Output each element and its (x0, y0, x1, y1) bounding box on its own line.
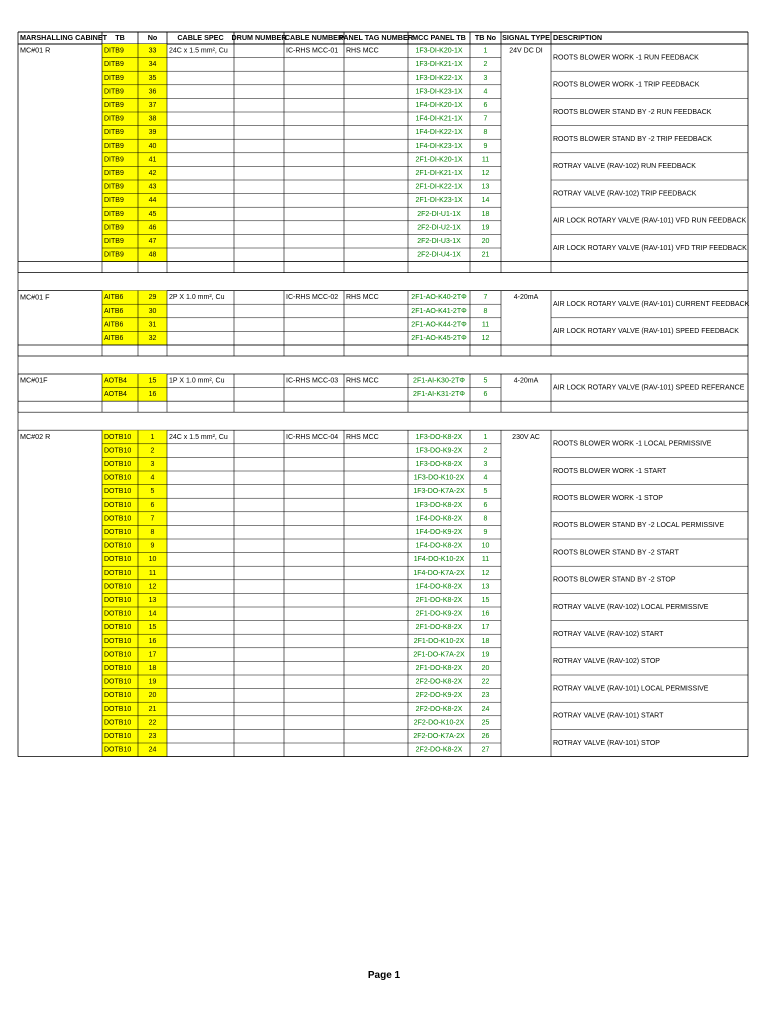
terminal-block: DOTB10 (104, 474, 132, 482)
signal-type: 4-20mA (513, 377, 539, 385)
mcc-panel-tb: 1F3-DI-K21-1X (415, 61, 463, 69)
signal-description: AIR LOCK ROTARY VALVE (RAV-101) CURRENT FEEDBACK (553, 301, 750, 309)
mcc-panel-tb: 1F4-DO-K8-2X (415, 515, 463, 523)
cable-spec: 24C x 1.5 mm², Cu (169, 433, 228, 441)
cable-spec: 1P X 1.0 mm², Cu (169, 377, 225, 385)
signal-description: ROOTS BLOWER WORK -1 RUN FEEDBACK (553, 54, 699, 62)
terminal-block: DITB9 (104, 210, 124, 218)
mcc-tb-number: 13 (481, 183, 490, 191)
mcc-tb-number: 21 (481, 251, 490, 259)
column-header: MCC PANEL TB (412, 32, 466, 42)
terminal-block: DOTB10 (104, 433, 132, 441)
mcc-tb-number: 4 (483, 88, 488, 96)
signal-description: ROOTS BLOWER STAND BY -2 TRIP FEEDBACK (553, 136, 712, 144)
signal-description: AIR LOCK ROTARY VALVE (RAV-101) SPEED REFERANCE (553, 384, 745, 392)
mcc-tb-number: 16 (481, 610, 490, 618)
column-header: DESCRIPTION (553, 32, 603, 42)
mcc-panel-tb: 2F2-DI-U2-1X (417, 224, 461, 232)
mcc-tb-number: 17 (481, 624, 490, 632)
terminal-number: 17 (148, 651, 157, 659)
terminal-block: DITB9 (104, 74, 124, 82)
terminal-number: 12 (148, 583, 157, 591)
mcc-tb-number: 25 (481, 719, 490, 727)
mcc-tb-number: 19 (481, 651, 490, 659)
mcc-panel-tb: 2F1-AI-K31-2TΦ (413, 391, 465, 399)
terminal-block: DOTB10 (104, 556, 132, 564)
column-header: MARSHALLING CABINET (20, 32, 108, 42)
mcc-tb-number: 12 (481, 335, 490, 343)
terminal-number: 16 (148, 391, 157, 399)
mcc-tb-number: 7 (483, 115, 488, 123)
signal-description: ROTRAY VALVE (RAV-101) STOP (553, 739, 660, 747)
terminal-block: DOTB10 (104, 705, 132, 713)
terminal-number: 5 (150, 488, 155, 496)
column-header: DRUM NUMBER (231, 32, 287, 42)
mcc-panel-tb: 2F1-DO-K8-2X (415, 597, 463, 605)
mcc-tb-number: 11 (481, 556, 490, 564)
mcc-panel-tb: 2F1-DI-K21-1X (415, 170, 463, 178)
terminal-block: DOTB10 (104, 719, 132, 727)
terminal-number: 39 (148, 129, 157, 137)
terminal-block: DOTB10 (104, 651, 132, 659)
terminal-block: DITB9 (104, 238, 124, 246)
mcc-tb-number: 5 (483, 488, 488, 496)
terminal-number: 48 (148, 251, 157, 259)
terminal-block: DOTB10 (104, 597, 132, 605)
mcc-tb-number: 12 (481, 569, 490, 577)
terminal-block: DITB9 (104, 251, 124, 259)
panel-tag-number: RHS MCC (346, 294, 379, 302)
mcc-panel-tb: 2F2-DO-K10-2X (413, 719, 465, 727)
cable-spec: 2P X 1.0 mm², Cu (169, 294, 225, 302)
terminal-number: 44 (148, 197, 157, 205)
signal-description: ROTRAY VALVE (RAV-102) TRIP FEEDBACK (553, 190, 697, 198)
signal-type: 24V DC DI (509, 47, 543, 55)
column-header: CABLE SPEC (177, 32, 224, 42)
mcc-tb-number: 8 (483, 307, 488, 315)
mcc-panel-tb: 2F1-DI-K20-1X (415, 156, 463, 164)
column-header: CABLE NUMBER (284, 32, 344, 42)
mcc-tb-number: 2 (483, 61, 488, 69)
signal-description: AIR LOCK ROTARY VALVE (RAV-101) VFD TRIP FEEDBACK (553, 244, 747, 252)
column-header: TB No (474, 32, 497, 42)
terminal-number: 9 (150, 542, 155, 550)
terminal-number: 18 (148, 665, 157, 673)
mcc-tb-number: 11 (481, 156, 490, 164)
terminal-number: 45 (148, 210, 157, 218)
terminal-number: 40 (148, 142, 157, 150)
mcc-panel-tb: 1F3-DO-K8-2X (415, 501, 463, 509)
terminal-number: 14 (148, 610, 157, 618)
mcc-tb-number: 26 (481, 733, 490, 741)
signal-type: 230V AC (512, 433, 540, 441)
mcc-panel-tb: 2F2-DO-K7A-2X (413, 733, 465, 741)
panel-tag-number: RHS MCC (346, 47, 379, 55)
mcc-tb-number: 3 (483, 461, 488, 469)
terminal-number: 11 (148, 569, 157, 577)
mcc-panel-tb: 1F4-DO-K8-2X (415, 542, 463, 550)
terminal-block: AOTB4 (104, 391, 127, 399)
terminal-number: 38 (148, 115, 157, 123)
mcc-tb-number: 13 (481, 583, 490, 591)
cable-number: IC-RHS MCC-02 (286, 294, 339, 302)
terminal-block: DOTB10 (104, 501, 132, 509)
terminal-block: DITB9 (104, 47, 124, 55)
mcc-panel-tb: 1F3-DO-K8-2X (415, 461, 463, 469)
terminal-number: 13 (148, 597, 157, 605)
marshalling-cabinet: MC#01 R (20, 45, 51, 55)
terminal-block: DOTB10 (104, 624, 132, 632)
terminal-number: 34 (148, 61, 157, 69)
mcc-tb-number: 27 (481, 746, 490, 754)
terminal-block: DITB9 (104, 197, 124, 205)
mcc-panel-tb: 2F1-DO-K7A-2X (413, 651, 465, 659)
terminal-block: DOTB10 (104, 583, 132, 591)
mcc-tb-number: 18 (481, 637, 490, 645)
mcc-tb-number: 15 (481, 597, 490, 605)
terminal-block: DOTB10 (104, 665, 132, 673)
mcc-panel-tb: 1F3-DO-K7A-2X (413, 488, 465, 496)
mcc-tb-number: 22 (481, 678, 490, 686)
mcc-tb-number: 5 (483, 377, 488, 385)
terminal-block: DITB9 (104, 224, 124, 232)
mcc-tb-number: 4 (483, 474, 488, 482)
signal-description: ROOTS BLOWER STAND BY -2 RUN FEEDBACK (553, 108, 712, 116)
mcc-panel-tb: 2F2-DO-K8-2X (415, 746, 463, 754)
signal-description: ROTRAY VALVE (RAV-102) RUN FEEDBACK (553, 163, 696, 171)
mcc-panel-tb: 1F3-DO-K8-2X (415, 433, 463, 441)
panel-tag-number: RHS MCC (346, 377, 379, 385)
terminal-number: 3 (150, 461, 155, 469)
terminal-number: 8 (150, 529, 155, 537)
signal-description: AIR LOCK ROTARY VALVE (RAV-101) VFD RUN FEEDBACK (553, 217, 747, 225)
mcc-panel-tb: 2F1-AO-K44-2TΦ (411, 321, 467, 329)
mcc-panel-tb: 1F4-DO-K9-2X (415, 529, 463, 537)
terminal-number: 36 (148, 88, 157, 96)
terminal-block: AITB6 (104, 335, 124, 343)
signal-description: AIR LOCK ROTARY VALVE (RAV-101) SPEED FEEDBACK (553, 328, 739, 336)
mcc-panel-tb: 2F2-DO-K8-2X (415, 678, 463, 686)
cable-number: IC-RHS MCC-03 (286, 377, 339, 385)
mcc-tb-number: 6 (483, 102, 488, 110)
mcc-tb-number: 20 (481, 238, 490, 246)
terminal-number: 42 (148, 170, 157, 178)
mcc-tb-number: 20 (481, 665, 490, 673)
terminal-block: AITB6 (104, 321, 124, 329)
mcc-panel-tb: 2F1-DO-K10-2X (413, 637, 465, 645)
terminal-block: DOTB10 (104, 678, 132, 686)
terminal-number: 29 (148, 294, 157, 302)
terminal-block: DOTB10 (104, 569, 132, 577)
terminal-block: DOTB10 (104, 447, 132, 455)
terminal-number: 7 (150, 515, 155, 523)
terminal-number: 41 (148, 156, 157, 164)
terminal-block: DITB9 (104, 102, 124, 110)
terminal-block: AITB6 (104, 294, 124, 302)
mcc-panel-tb: 2F1-AO-K41-2TΦ (411, 307, 467, 315)
mcc-tb-number: 12 (481, 170, 490, 178)
terminal-block: AITB6 (104, 307, 124, 315)
terminal-number: 35 (148, 74, 157, 82)
terminal-block: DITB9 (104, 156, 124, 164)
signal-description: ROOTS BLOWER STAND BY -2 STOP (553, 576, 676, 584)
terminal-number: 22 (148, 719, 157, 727)
terminal-number: 31 (148, 321, 157, 329)
mcc-panel-tb: 1F4-DO-K7A-2X (413, 569, 465, 577)
cable-number: IC-RHS MCC-04 (286, 433, 339, 441)
terminal-number: 30 (148, 307, 157, 315)
terminal-block: DOTB10 (104, 542, 132, 550)
cable-number: IC-RHS MCC-01 (286, 47, 339, 55)
mcc-tb-number: 23 (481, 692, 490, 700)
terminal-block: DOTB10 (104, 637, 132, 645)
terminal-number: 47 (148, 238, 157, 246)
mcc-panel-tb: 1F3-DO-K9-2X (415, 447, 463, 455)
signal-description: ROTRAY VALVE (RAV-102) STOP (553, 658, 660, 666)
mcc-panel-tb: 2F2-DI-U1-1X (417, 210, 461, 218)
mcc-panel-tb: 2F1-AO-K40-2TΦ (411, 294, 467, 302)
signal-type: 4-20mA (513, 294, 539, 302)
terminal-number: 15 (148, 624, 157, 632)
signal-description: ROTRAY VALVE (RAV-102) START (553, 631, 664, 639)
mcc-tb-number: 24 (481, 705, 490, 713)
mcc-tb-number: 1 (483, 47, 488, 55)
mcc-tb-number: 1 (483, 433, 488, 441)
signal-description: ROOTS BLOWER WORK -1 STOP (553, 495, 663, 503)
mcc-panel-tb: 2F1-AO-K45-2TΦ (411, 335, 467, 343)
signal-description: ROTRAY VALVE (RAV-101) START (553, 712, 664, 720)
mcc-panel-tb: 2F2-DO-K8-2X (415, 705, 463, 713)
mcc-tb-number: 11 (481, 321, 490, 329)
mcc-tb-number: 6 (483, 391, 488, 399)
marshalling-cabinet: MC#01F (20, 375, 48, 385)
terminal-number: 43 (148, 183, 157, 191)
marshalling-cabinet: MC#02 R (20, 431, 51, 441)
terminal-number: 33 (148, 47, 157, 55)
terminal-number: 23 (148, 733, 157, 741)
signal-description: ROOTS BLOWER WORK -1 LOCAL PERMISSIVE (553, 440, 712, 448)
mcc-tb-number: 3 (483, 74, 488, 82)
mcc-panel-tb: 1F3-DI-K20-1X (415, 47, 463, 55)
terminal-block: DITB9 (104, 61, 124, 69)
panel-tag-number: RHS MCC (346, 433, 379, 441)
mcc-panel-tb: 1F3-DI-K23-1X (415, 88, 463, 96)
terminal-block: DITB9 (104, 129, 124, 137)
mcc-panel-tb: 2F1-DI-K22-1X (415, 183, 463, 191)
mcc-panel-tb: 2F2-DO-K9-2X (415, 692, 463, 700)
mcc-tb-number: 18 (481, 210, 490, 218)
terminal-block: DOTB10 (104, 610, 132, 618)
terminal-block: DOTB10 (104, 515, 132, 523)
mcc-panel-tb: 1F3-DO-K10-2X (413, 474, 465, 482)
terminal-number: 20 (148, 692, 157, 700)
mcc-tb-number: 6 (483, 501, 488, 509)
marshalling-cabinet: MC#01 F (20, 292, 50, 302)
mcc-tb-number: 8 (483, 129, 488, 137)
mcc-panel-tb: 2F1-DO-K8-2X (415, 665, 463, 673)
terminal-number: 6 (150, 501, 155, 509)
mcc-panel-tb: 1F4-DI-K23-1X (415, 142, 463, 150)
column-header: TB (115, 32, 125, 42)
terminal-block: DOTB10 (104, 488, 132, 496)
mcc-panel-tb: 1F4-DI-K22-1X (415, 129, 463, 137)
terminal-number: 10 (148, 556, 157, 564)
terminal-block: DITB9 (104, 170, 124, 178)
mcc-panel-tb: 2F1-DO-K8-2X (415, 624, 463, 632)
mcc-panel-tb: 2F1-DO-K9-2X (415, 610, 463, 618)
mcc-tb-number: 10 (481, 542, 490, 550)
mcc-tb-number: 19 (481, 224, 490, 232)
terminal-block: DOTB10 (104, 529, 132, 537)
terminal-number: 19 (148, 678, 157, 686)
column-header: PANEL TAG NUMBER (339, 32, 413, 42)
mcc-panel-tb: 2F1-AI-K30-2TΦ (413, 377, 465, 385)
terminal-number: 46 (148, 224, 157, 232)
signal-description: ROTRAY VALVE (RAV-101) LOCAL PERMISSIVE (553, 685, 709, 693)
terminal-block: DOTB10 (104, 746, 132, 754)
signal-description: ROOTS BLOWER STAND BY -2 LOCAL PERMISSIVE (553, 522, 725, 530)
terminal-block: DITB9 (104, 88, 124, 96)
terminal-block: DOTB10 (104, 733, 132, 741)
mcc-tb-number: 8 (483, 515, 488, 523)
mcc-tb-number: 7 (483, 294, 488, 302)
column-header: SIGNAL TYPE (502, 32, 550, 42)
mcc-panel-tb: 1F4-DO-K8-2X (415, 583, 463, 591)
signal-description: ROTRAY VALVE (RAV-102) LOCAL PERMISSIVE (553, 603, 709, 611)
terminal-block: AOTB4 (104, 377, 127, 385)
signal-description: ROOTS BLOWER STAND BY -2 START (553, 549, 679, 557)
signal-description: ROOTS BLOWER WORK -1 START (553, 467, 667, 475)
mcc-panel-tb: 1F3-DI-K22-1X (415, 74, 463, 82)
terminal-number: 24 (148, 746, 157, 754)
signal-description: ROOTS BLOWER WORK -1 TRIP FEEDBACK (553, 81, 700, 89)
terminal-number: 1 (150, 433, 155, 441)
mcc-tb-number: 2 (483, 447, 488, 455)
page-number: Page 1 (367, 970, 401, 981)
terminal-block: DITB9 (104, 115, 124, 123)
terminal-number: 16 (148, 637, 157, 645)
mcc-tb-number: 9 (483, 529, 488, 537)
mcc-tb-number: 14 (481, 197, 490, 205)
terminal-number: 37 (148, 102, 157, 110)
mcc-panel-tb: 2F1-DI-K23-1X (415, 197, 463, 205)
column-header: No (147, 32, 158, 42)
terminal-block: DITB9 (104, 142, 124, 150)
mcc-panel-tb: 1F4-DI-K21-1X (415, 115, 463, 123)
mcc-tb-number: 9 (483, 142, 488, 150)
terminal-number: 15 (148, 377, 157, 385)
terminal-block: DITB9 (104, 183, 124, 191)
terminal-number: 21 (148, 705, 157, 713)
cable-spec: 24C x 1.5 mm², Cu (169, 47, 228, 55)
mcc-panel-tb: 1F4-DI-K20-1X (415, 102, 463, 110)
terminal-number: 2 (150, 447, 155, 455)
mcc-panel-tb: 2F2-DI-U3-1X (417, 238, 461, 246)
terminal-block: DOTB10 (104, 692, 132, 700)
terminal-number: 4 (150, 474, 155, 482)
terminal-number: 32 (148, 335, 157, 343)
terminal-block: DOTB10 (104, 461, 132, 469)
mcc-panel-tb: 1F4-DO-K10-2X (413, 556, 465, 564)
mcc-panel-tb: 2F2-DI-U4-1X (417, 251, 461, 259)
